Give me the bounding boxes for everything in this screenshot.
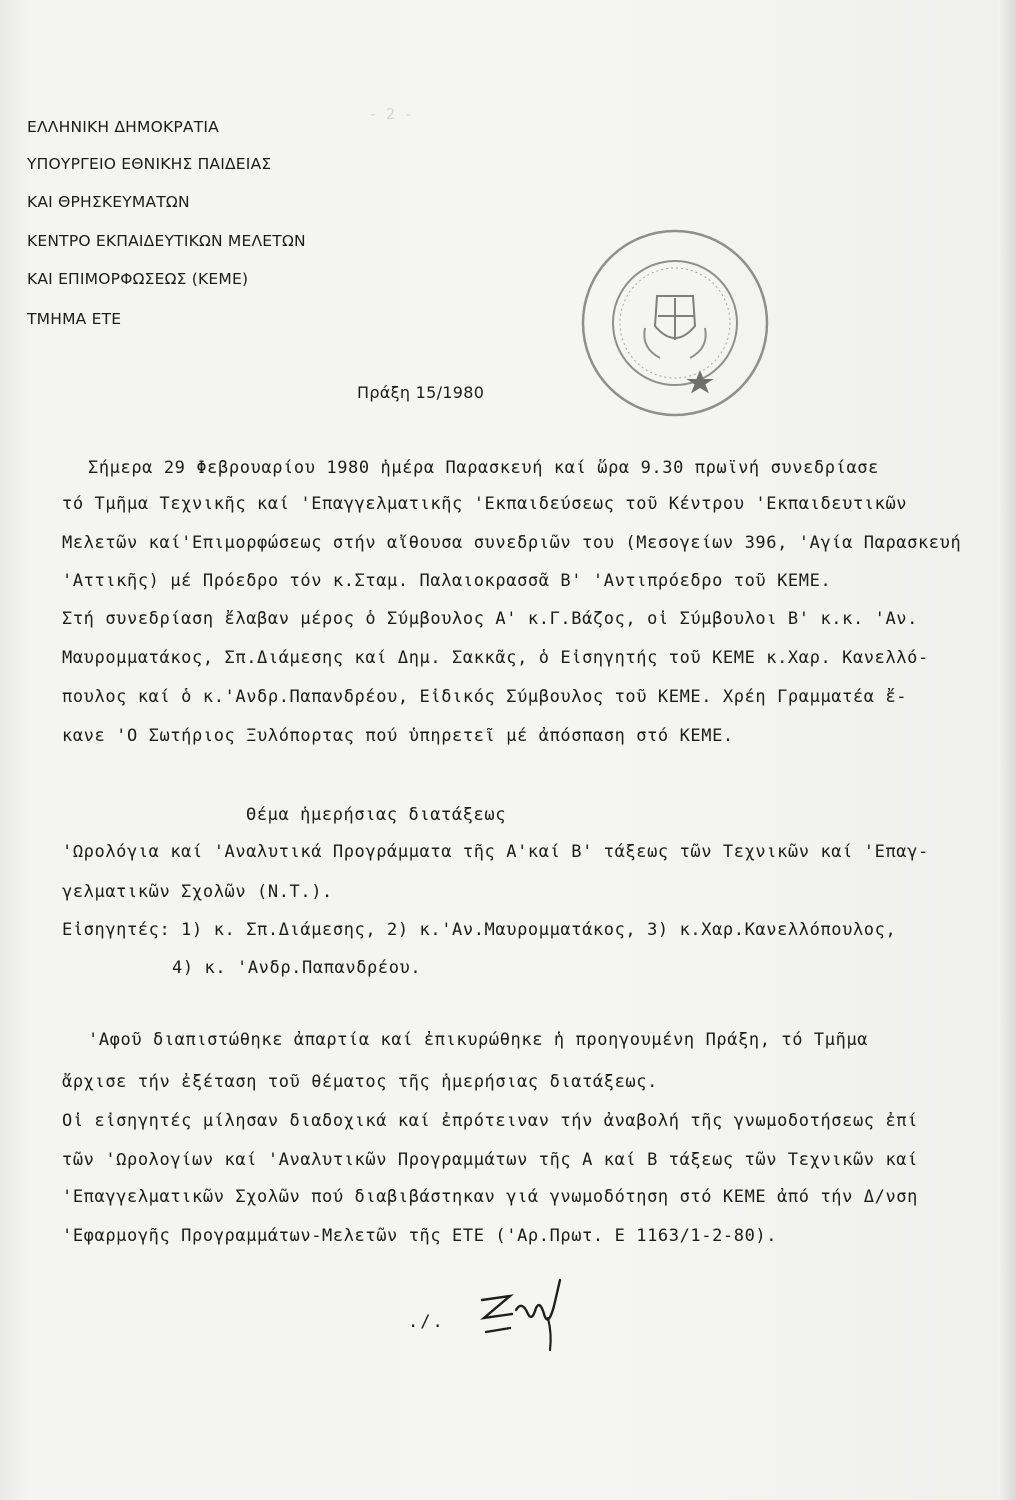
page-edge bbox=[998, 0, 1016, 1500]
paragraph-line: Σήμερα 29 Φεβρουαρίου 1980 ἡμέρα Παρασκευή καί ὥρα 9.30 πρωϊνή συνεδρίασε bbox=[88, 458, 879, 478]
header-republic: ΕΛΛΗΝΙΚΗ ΔΗΜΟΚΡΑΤΙΑ bbox=[27, 118, 219, 136]
paragraph-line: κανε 'Ο Σωτήριος Ξυλόπορτας πού ὑπηρετεῖ μέ ἀπόσπαση στό ΚΕΜΕ. bbox=[62, 726, 734, 746]
paragraph-line: πουλος καί ὁ κ.'Ανδρ.Παπανδρέου, Εἰδικός Σύμβουλος τοῦ ΚΕΜΕ. Χρέη Γραμματέα ἔ- bbox=[62, 687, 908, 707]
paragraph-line: τό Τμῆμα Τεχνικῆς καί 'Επαγγελματικῆς 'Εκπαιδεύσεως τοῦ Κέντρου 'Εκπαιδευτικῶν bbox=[62, 494, 908, 514]
paragraph-line: Οἱ εἰσηγητές μίλησαν διαδοχικά καί ἐπρότειναν τήν ἀναβολή τῆς γνωμοδοτήσεως ἐπί bbox=[62, 1111, 918, 1131]
rapporteurs-line: 4) κ. 'Ανδρ.Παπανδρέου. bbox=[172, 958, 422, 978]
header-department: ΤΜΗΜΑ ΕΤΕ bbox=[27, 310, 122, 328]
rapporteurs-line: Εἰσηγητές: 1) κ. Σπ.Διάμεσης, 2) κ.'Αν.Μαυρομματάκος, 3) κ.Χαρ.Κανελλόπουλος, bbox=[62, 920, 897, 940]
header-ministry-cont: ΚΑΙ ΘΡΗΣΚΕΥΜΑΤΩΝ bbox=[27, 193, 190, 211]
paragraph-line: 'Εφαρμογῆς Προγραμμάτων-Μελετῶν τῆς ΕΤΕ ('Αρ.Πρωτ. Ε 1163/1-2-80). bbox=[62, 1226, 778, 1246]
continuation-mark: ./. bbox=[408, 1312, 445, 1332]
paragraph-line: ἄρχισε τήν ἐξέταση τοῦ θέματος τῆς ἡμερήσιας διατάξεως. bbox=[62, 1072, 658, 1092]
topic-heading: Θέμα ἡμερήσιας διατάξεως bbox=[246, 805, 507, 825]
paragraph-line: τῶν 'Ωρολογίων καί 'Αναλυτικῶν Προγραμμάτων τῆς Α καί Β τάξεως τῶν Τεχνικῶν καί bbox=[62, 1150, 918, 1170]
topic-line: γελματικῶν Σχολῶν (Ν.Τ.). bbox=[62, 882, 333, 902]
paragraph-line: Στή συνεδρίαση ἔλαβαν μέρος ὁ Σύμβουλος Α' κ.Γ.Βάζος, οἱ Σύμβουλοι Β' κ.κ. 'Αν. bbox=[62, 609, 918, 629]
official-seal bbox=[575, 218, 775, 428]
paragraph-line: 'Αφοῦ διαπιστώθηκε ἀπαρτία καί ἐπικυρώθηκε ἡ προηγουμένη Πράξη, τό Τμῆμα bbox=[88, 1030, 869, 1050]
bleed-page-number: - 2 - bbox=[368, 105, 414, 123]
handwritten-signature bbox=[470, 1270, 580, 1360]
paragraph-line: Μαυρομματάκος, Σπ.Διάμεσης καί Δημ. Σακκᾶς, ὁ Εἰσηγητής τοῦ ΚΕΜΕ κ.Χαρ. Κανελλό- bbox=[62, 648, 929, 668]
minutes-title: Πράξη 15/1980 bbox=[357, 383, 485, 402]
header-center: ΚΕΝΤΡΟ ΕΚΠΑΙΔΕΥΤΙΚΩΝ ΜΕΛΕΤΩΝ bbox=[27, 232, 306, 250]
paragraph-line: 'Αττικῆς) μέ Πρόεδρο τόν κ.Σταμ. Παλαιοκρασσᾶ Β' 'Αντιπρόεδρο τοῦ ΚΕΜΕ. bbox=[62, 571, 832, 591]
paragraph-line: Μελετῶν καί'Επιμορφώσεως στήν αἴθουσα συνεδριῶν του (Μεσογείων 396, 'Αγία Παρασκευή bbox=[62, 533, 962, 553]
header-center-cont: ΚΑΙ ΕΠΙΜΟΡΦΩΣΕΩΣ (ΚΕΜΕ) bbox=[27, 270, 249, 288]
paragraph-line: 'Επαγγελματικῶν Σχολῶν πού διαβιβάστηκαν γιά γνωμοδότηση στό ΚΕΜΕ ἀπό τήν Δ/νση bbox=[62, 1187, 918, 1207]
topic-line: 'Ωρολόγια καί 'Αναλυτικά Προγράμματα τῆς Α'καί Β' τάξεως τῶν Τεχνικῶν καί 'Επαγ- bbox=[62, 842, 929, 862]
header-ministry: ΥΠΟΥΡΓΕΙΟ ΕΘΝΙΚΗΣ ΠΑΙΔΕΙΑΣ bbox=[27, 155, 272, 173]
